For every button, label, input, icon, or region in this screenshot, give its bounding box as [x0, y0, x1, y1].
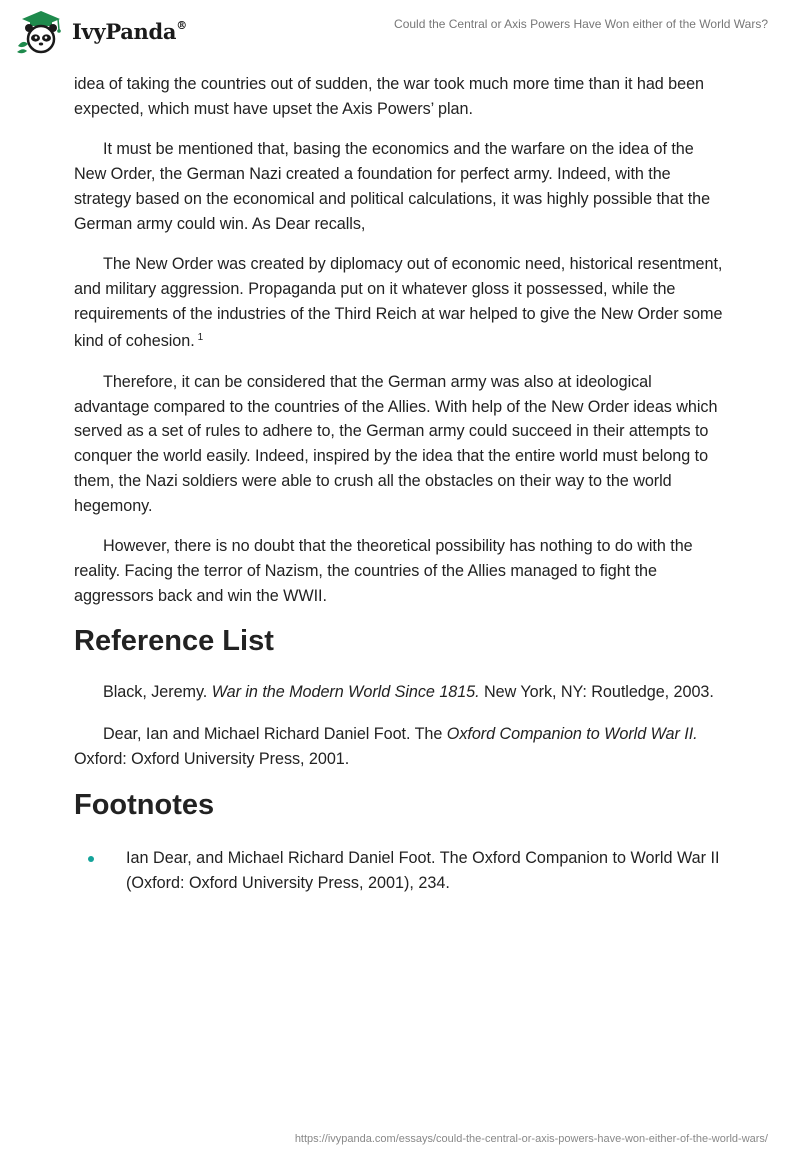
paragraph-continued: idea of taking the countries out of sudden, the war took much more time than it had been expected, which must have upset the Axis Powers’ plan.: [74, 75, 704, 118]
panda-graduate-logo-icon: [14, 8, 66, 54]
paragraph: Therefore, it can be considered that the German army was also at ideological advantage compared to the countries of the Allies. With help of the New Order ideas which served as a set of rules to adhere to, the German army could succeed in their attempts to conquer the world easily. Indeed, inspired by the idea that the entire world must belong to them, the Nazi soldiers were able to crush all the obstacles on their way to the world hegemony.: [74, 373, 718, 515]
essay-content: [74, 72, 726, 896]
footnote-text: Ian Dear, and Michael Richard Daniel Foot. The Oxford Companion to World War II (Oxford: Oxford University Press, 2001), 234.: [126, 849, 720, 893]
reference-title: Oxford Companion to World War II.: [446, 725, 698, 744]
brand-name: IvyPanda: [72, 18, 177, 44]
footnotes-heading: Footnotes: [74, 789, 215, 822]
reference-list-heading: Reference List: [74, 625, 274, 658]
source-url[interactable]: https://ivypanda.com/essays/could-the-central-or-axis-powers-have-won-either-of-the-world-wars/: [294, 1133, 768, 1145]
reference-author: Black, Jeremy.: [103, 683, 212, 702]
reference-publisher: New York, NY: Routledge, 2003.: [479, 683, 714, 702]
footnotes-list: [74, 846, 726, 895]
reference-item: [74, 722, 726, 771]
reference-author: Dear, Ian and Michael Richard Daniel Foot. The: [103, 725, 447, 744]
paragraph: However, there is no doubt that the theoretical possibility has nothing to do with the reality. Facing the terror of Nazism, the countries of the Allies managed to fight the aggressors back and win the WWII.: [74, 537, 693, 605]
page-header: [0, 0, 800, 70]
document-title: Could the Central or Axis Powers Have Won either of the World Wars?: [394, 17, 768, 31]
bullet-icon: [88, 856, 94, 862]
paragraph: It must be mentioned that, basing the economics and the warfare on the idea of the New Order, the German Nazi created a foundation for perfect army. Indeed, with the strategy based on the economical and political calculations, it was highly possible that the German army could win. As Dear recalls,: [74, 140, 711, 233]
reference-publisher: Oxford: Oxford University Press, 2001.: [74, 749, 350, 768]
block-quote: [74, 252, 726, 354]
footnote-reference[interactable]: 1: [197, 332, 204, 344]
reference-item: [74, 680, 726, 705]
reference-title: War in the Modern World Since 1815.: [211, 683, 480, 702]
ivypanda-logo[interactable]: [14, 8, 187, 54]
quote-text: The New Order was created by diplomacy out of economic need, historical resentment, and military aggression. Propaganda put on it whatever gloss it possessed, while the requirements of the industries of the Third Reich at war helped to give the New Order some kind of cohesion.: [74, 255, 723, 351]
footnote-item: [74, 846, 726, 895]
registered-mark: ®: [176, 18, 187, 32]
